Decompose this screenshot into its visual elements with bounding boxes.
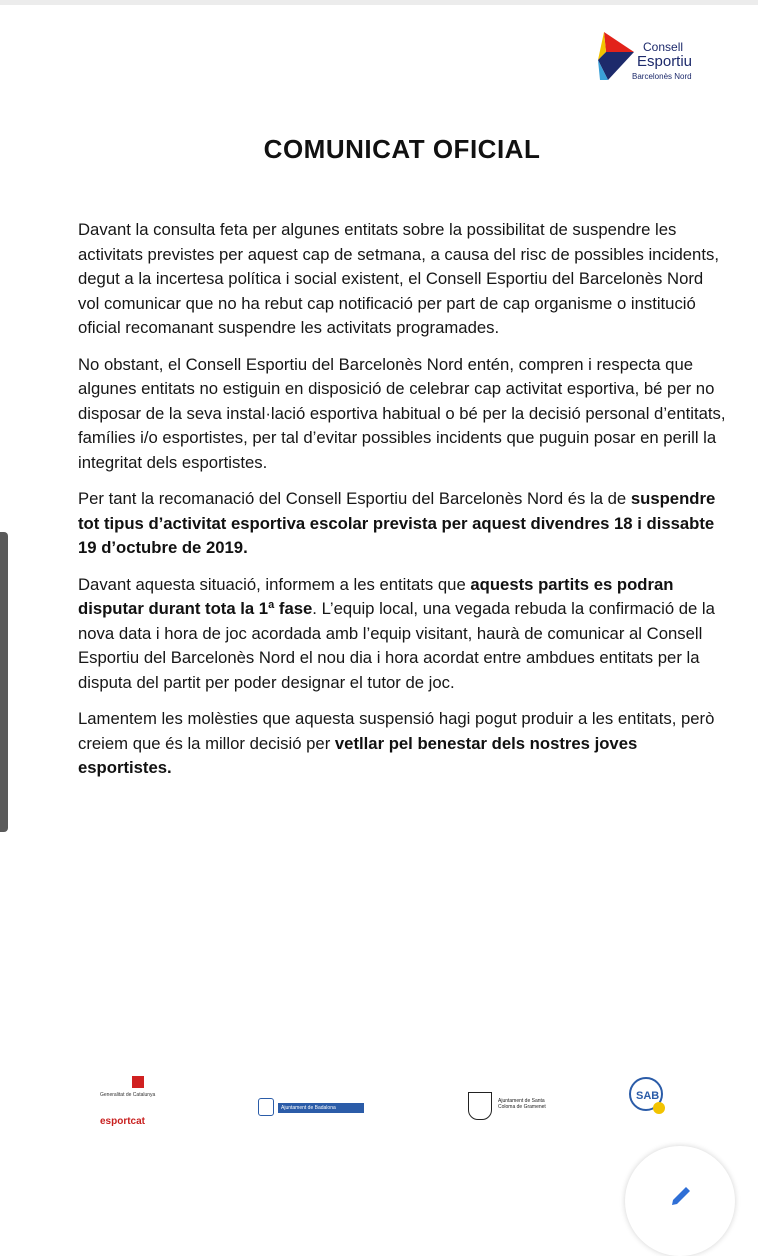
paragraph-4-text-a: Davant aquesta situació, informem a les entitats que xyxy=(78,574,471,594)
paragraph-3-bold: suspendre tot tipus d’activitat esportiva escolar prevista per aquest divendres 18 i dissabte 19 d’octubre de 2019. xyxy=(78,489,716,557)
paragraph-5-text: Lamentem les molèsties que aquesta suspensió hagi pogut produir a les entitats, però creiem que és la millor decisió per xyxy=(78,709,715,753)
generalitat-crest-icon xyxy=(132,1076,144,1088)
logo-text-esportiu: Esportiu xyxy=(637,53,693,70)
sab-label: SAB xyxy=(636,1090,660,1102)
paragraph-5-bold: vetllar pel benestar dels nostres joves esportistes. xyxy=(78,733,638,777)
paragraph-3 xyxy=(78,487,728,561)
sab-logo xyxy=(628,1074,668,1118)
badalona-logo xyxy=(258,1098,368,1116)
edit-fab-button[interactable] xyxy=(625,1146,735,1256)
paragraph-5 xyxy=(78,707,728,781)
communique-body xyxy=(78,218,728,793)
logo-text-barcelones-nord: Barcelonès Nord xyxy=(632,72,692,81)
logo-text-consell: Consell xyxy=(643,40,684,54)
paragraph-4-text-c: . L’equip local, una vegada rebuda la confirmació de la nova data i hora de joc acordada amb l’equip visitant, haurà de comunicar al Consell Esportiu del Barcelonès Nord el nou dia i hora acordat entre ambdues entitats per la disputa del partit per poder designar el tutor de joc. xyxy=(78,599,715,692)
top-status-strip xyxy=(0,0,758,5)
santa-coloma-label: Ajuntament de Santa Coloma de Gramenet xyxy=(498,1098,546,1110)
badalona-label: Ajuntament de Badalona xyxy=(278,1103,364,1113)
paragraph-2: No obstant, el Consell Esportiu del Barcelonès Nord entén, compren i respecta que algunes entitats no estiguin en disposició de celebrar cap activitat esportiva, bé per no disposar de la seva instal·lació esportiva habitual o bé per la decisió personal d’entitats, famílies i/o esportistes, per tal d’evitar possibles incidents que puguin posar en perill la integritat dels esportistes. xyxy=(78,354,726,472)
side-scroll-handle[interactable] xyxy=(0,532,8,832)
generalitat-label: Generalitat de Catalunya xyxy=(100,1092,156,1098)
generalitat-esportcat-logo xyxy=(100,1076,190,1126)
consell-esportiu-logo xyxy=(596,30,726,86)
logo-mark-icon xyxy=(596,30,636,84)
page-title: COMUNICAT OFICIAL xyxy=(263,134,541,164)
santa-coloma-crest-icon xyxy=(468,1092,492,1120)
esportcat-label: esportcat xyxy=(100,1116,146,1127)
paragraph-3-text: Per tant la recomanació del Consell Esportiu del Barcelonès Nord és la de xyxy=(78,489,631,508)
paragraph-1: Davant la consulta feta per algunes entitats sobre la possibilitat de suspendre les activitats previstes per aquest cap de setmana, a causa del risc de possibles incidents, degut a la incertesa política i social existent, el Consell Esportiu del Barcelonès Nord vol comunicar que no ha rebut cap notificació per part de cap organisme o institució oficial recomanant suspendre les activitats programades. xyxy=(78,220,719,337)
santa-coloma-logo xyxy=(468,1092,558,1124)
sab-badge-icon xyxy=(628,1074,668,1118)
edit-pencil-icon xyxy=(669,1180,695,1206)
sponsor-logos xyxy=(0,1070,758,1130)
paragraph-4-bold: aquests partits es podran disputar durant tota la 1ª fase xyxy=(78,574,674,618)
paragraph-4 xyxy=(78,573,728,696)
badalona-shield-icon xyxy=(258,1098,274,1116)
